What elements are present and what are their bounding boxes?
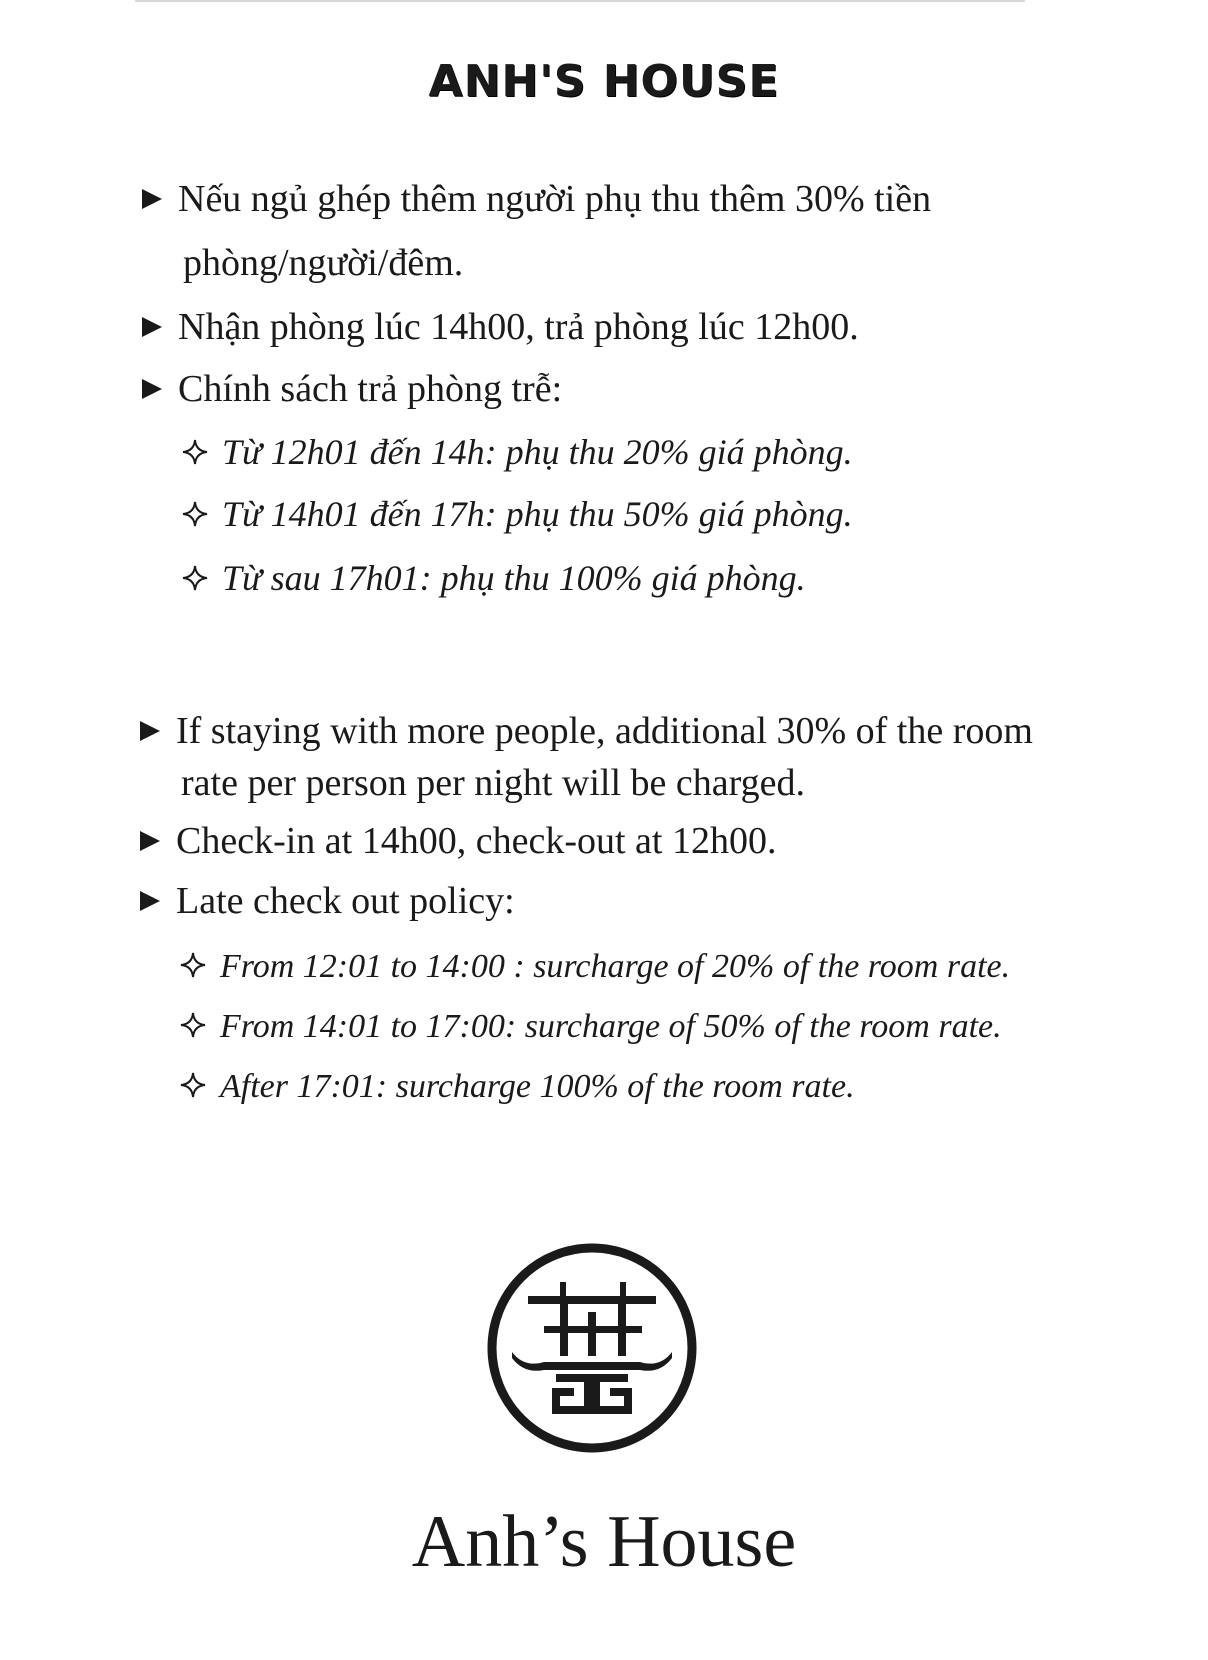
vi-bullet-checkin — [142, 308, 859, 346]
arrow-bullet-icon — [140, 721, 160, 741]
page-title: ANH'S HOUSE — [428, 56, 780, 107]
en-sub-item-1 — [180, 950, 1010, 984]
arrow-bullet-icon — [142, 189, 162, 209]
en-bullet-extra-person — [140, 712, 1033, 750]
en-bullet-checkin-text: Check-in at 14h00, check-out at 12h00. — [176, 820, 777, 862]
en-bullet-late-policy-text: Late check out policy: — [176, 880, 515, 922]
vi-sub-item-3 — [182, 560, 806, 596]
arrow-bullet-icon — [142, 379, 162, 399]
vi-sub-item-2 — [182, 496, 853, 532]
arrow-bullet-icon — [140, 831, 160, 851]
en-sub-item-3 — [180, 1070, 855, 1104]
en-bullet-extra-person-cont: rate per person per night will be charged. — [181, 762, 805, 804]
sparkle-bullet-icon — [182, 439, 208, 465]
vi-bullet-extra-person — [142, 180, 931, 218]
anhs-house-logo-icon — [484, 1240, 700, 1456]
sparkle-bullet-icon — [180, 952, 206, 978]
en-sub-item-1-text: From 12:01 to 14:00 : surcharge of 20% of the room rate. — [220, 948, 1011, 985]
sparkle-bullet-icon — [180, 1012, 206, 1038]
arrow-bullet-icon — [142, 317, 162, 337]
brand-name: Anh’s House — [411, 1501, 797, 1583]
en-sub-item-2 — [180, 1010, 1002, 1044]
sparkle-bullet-icon — [180, 1072, 206, 1098]
top-divider — [135, 0, 1025, 2]
vi-sub-item-3-text: Từ sau 17h01: phụ thu 100% giá phòng. — [222, 558, 806, 598]
en-bullet-checkin — [140, 822, 776, 860]
vi-sub-item-1-text: Từ 12h01 đến 14h: phụ thu 20% giá phòng. — [222, 432, 853, 472]
en-sub-item-3-text: After 17:01: surcharge 100% of the room rate. — [220, 1068, 855, 1105]
sparkle-bullet-icon — [182, 501, 208, 527]
vi-sub-item-1 — [182, 434, 853, 470]
sparkle-bullet-icon — [182, 565, 208, 591]
vi-bullet-late-policy — [142, 370, 562, 408]
en-bullet-late-policy — [140, 882, 515, 920]
vi-bullet-extra-person-text: Nếu ngủ ghép thêm người phụ thu thêm 30% tiền — [178, 178, 932, 220]
en-bullet-extra-person-text: If staying with more people, additional 30% of the room — [176, 710, 1033, 752]
arrow-bullet-icon — [140, 891, 160, 911]
en-sub-item-2-text: From 14:01 to 17:00: surcharge of 50% of the room rate. — [220, 1008, 1002, 1045]
vi-bullet-checkin-text: Nhận phòng lúc 14h00, trả phòng lúc 12h00. — [178, 306, 859, 348]
vi-bullet-late-policy-text: Chính sách trả phòng trễ: — [178, 368, 563, 410]
vi-sub-item-2-text: Từ 14h01 đến 17h: phụ thu 50% giá phòng. — [222, 494, 853, 534]
vi-bullet-extra-person-cont: phòng/người/đêm. — [183, 242, 464, 284]
